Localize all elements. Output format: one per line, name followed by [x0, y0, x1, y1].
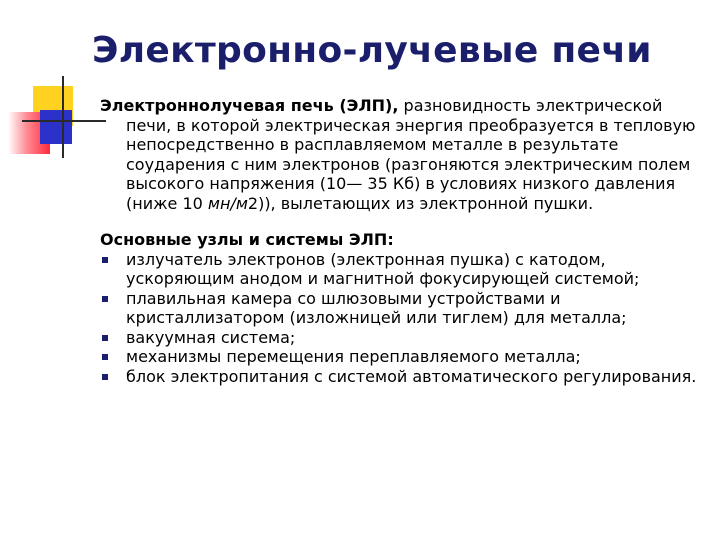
decor-vertical-line — [62, 76, 64, 158]
list-item — [100, 367, 700, 387]
intro-tail: 2)), вылетающих из электронной пушки. — [247, 193, 594, 213]
list-item — [100, 328, 700, 348]
list-item-text: вакуумная система; — [126, 327, 296, 347]
intro-unit: мн/м — [207, 193, 248, 213]
list-item-text: плавильная камера со шлюзовыми устройствами и кристаллизатором (изложницей или тиглем) для металла; — [126, 288, 627, 327]
list-item-text: механизмы перемещения переплавляемого металла; — [126, 347, 581, 366]
list-item-text: излучатель электронов (электронная пушка) с катодом, ускоряющим анодом и магнитной фокусирующей системой; — [126, 249, 640, 288]
bullet-square-icon — [102, 296, 108, 302]
bullet-square-icon — [102, 335, 108, 341]
intro-paragraph — [100, 96, 700, 213]
section-heading: Основные узлы и системы ЭЛП: — [100, 230, 394, 249]
bullet-square-icon — [102, 257, 108, 263]
list-item — [100, 289, 700, 328]
list-item — [100, 250, 700, 289]
bullet-square-icon — [102, 354, 108, 360]
components-list — [100, 250, 700, 387]
intro-text: разновидность электрической печи, в которой электрическая энергия преобразуется в тепловую непосредственно в расплавляемом металле в результате соударения с ним электронов (разгоняются электрическим полем высокого напряжения (10— 35 Кб) в условиях низкого давления (ниже 10 — [126, 96, 696, 213]
slide-body — [100, 96, 700, 386]
decor-blue-square — [40, 110, 72, 144]
decor-horizontal-line — [22, 120, 106, 122]
slide-title: Электронно-лучевые печи — [92, 30, 652, 71]
list-item — [100, 347, 700, 367]
bullet-square-icon — [102, 374, 108, 380]
list-item-text: блок электропитания с системой автоматического регулирования. — [126, 366, 697, 386]
intro-term: Электроннолучевая печь (ЭЛП), — [100, 96, 399, 115]
